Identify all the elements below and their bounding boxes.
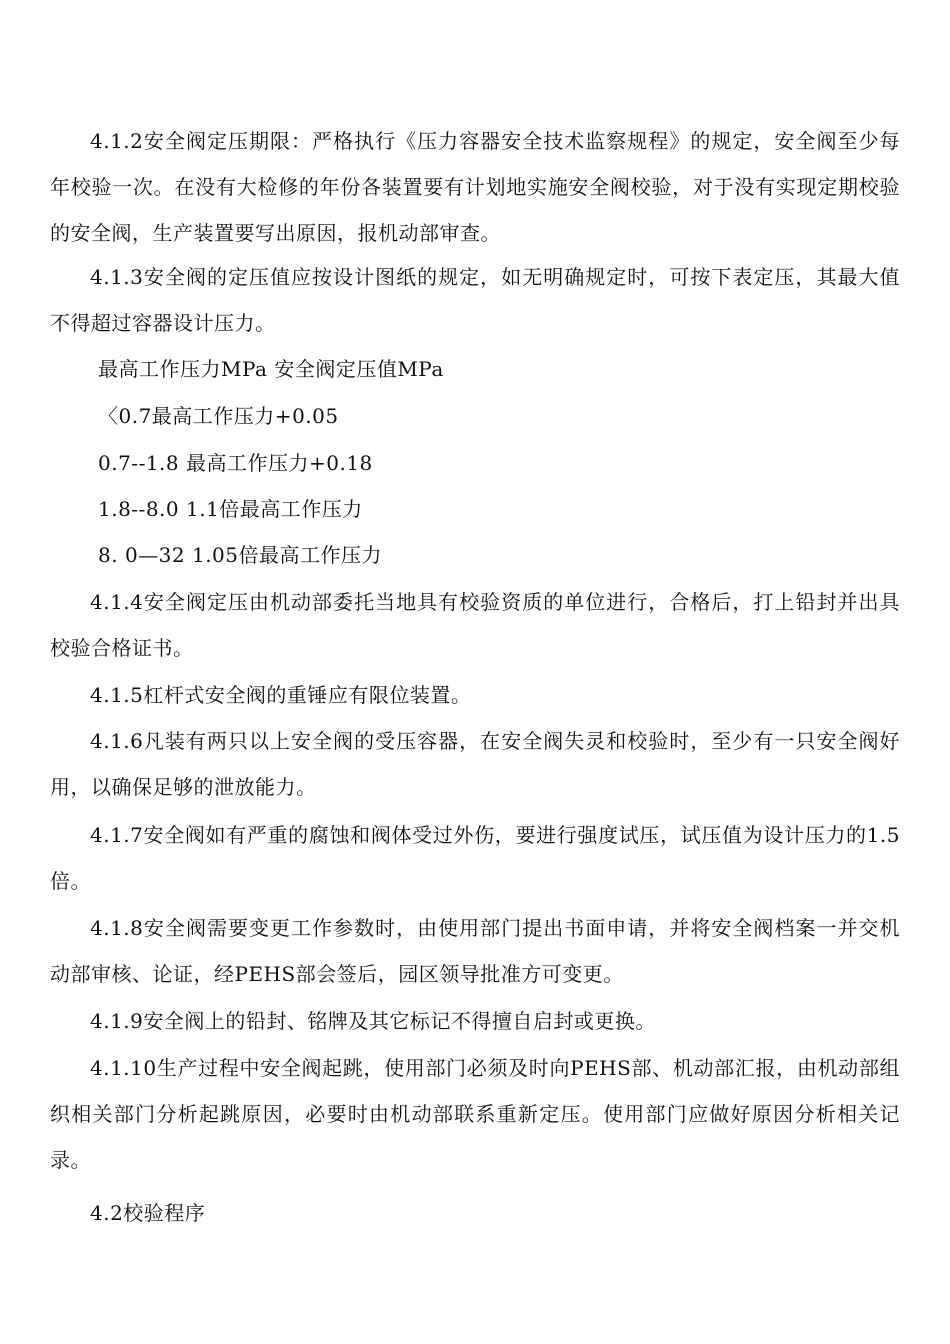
paragraph-4-1-2: 4.1.2安全阀定压期限：严格执行《压力容器安全技术监察规程》的规定，安全阀至少每年校验一次。在没有大检修的年份各装置要有计划地实施安全阀校验，对于没有实现定期校验的安全阀，生产装置要写出原因，报机动部审查。 bbox=[50, 129, 900, 245]
pressure-table-header: 最高工作压力MPa 安全阀定压值MPa bbox=[98, 357, 444, 381]
pressure-table-row: 0.7--1.8 最高工作压力+0.18 bbox=[98, 451, 373, 475]
pressure-table-row: 1.8--8.0 1.1倍最高工作压力 bbox=[98, 497, 363, 521]
paragraph-4-1-7: 4.1.7安全阀如有严重的腐蚀和阀体受过外伤，要进行强度试压，试压值为设计压力的1.5倍。 bbox=[50, 823, 900, 893]
paragraph-4-1-8: 4.1.8安全阀需要变更工作参数时，由使用部门提出书面申请，并将安全阀档案一并交机动部审核、论证，经PEHS部会签后，园区领导批准方可变更。 bbox=[50, 916, 900, 986]
pressure-table-row: 8. 0—32 1.05倍最高工作压力 bbox=[98, 543, 383, 567]
paragraph-4-1-10: 4.1.10生产过程中安全阀起跳，使用部门必须及时向PEHS部、机动部汇报，由机动部组织相关部门分析起跳原因，必要时由机动部联系重新定压。使用部门应做好原因分析相关记录。 bbox=[50, 1056, 900, 1172]
section-heading-4-2: 4.2校验程序 bbox=[90, 1201, 206, 1225]
paragraph-4-1-5: 4.1.5杠杆式安全阀的重锤应有限位装置。 bbox=[90, 683, 472, 707]
paragraph-4-1-4: 4.1.4安全阀定压由机动部委托当地具有校验资质的单位进行，合格后，打上铅封并出具校验合格证书。 bbox=[50, 590, 900, 660]
paragraph-4-1-3: 4.1.3安全阀的定压值应按设计图纸的规定，如无明确规定时，可按下表定压，其最大值不得超过容器设计压力。 bbox=[50, 265, 900, 335]
pressure-table-row: 〈0.7最高工作压力+0.05 bbox=[98, 404, 339, 428]
paragraph-4-1-6: 4.1.6凡装有两只以上安全阀的受压容器，在安全阀失灵和校验时，至少有一只安全阀好用，以确保足够的泄放能力。 bbox=[50, 729, 900, 799]
paragraph-4-1-9: 4.1.9安全阀上的铅封、铭牌及其它标记不得擅自启封或更换。 bbox=[90, 1009, 656, 1033]
